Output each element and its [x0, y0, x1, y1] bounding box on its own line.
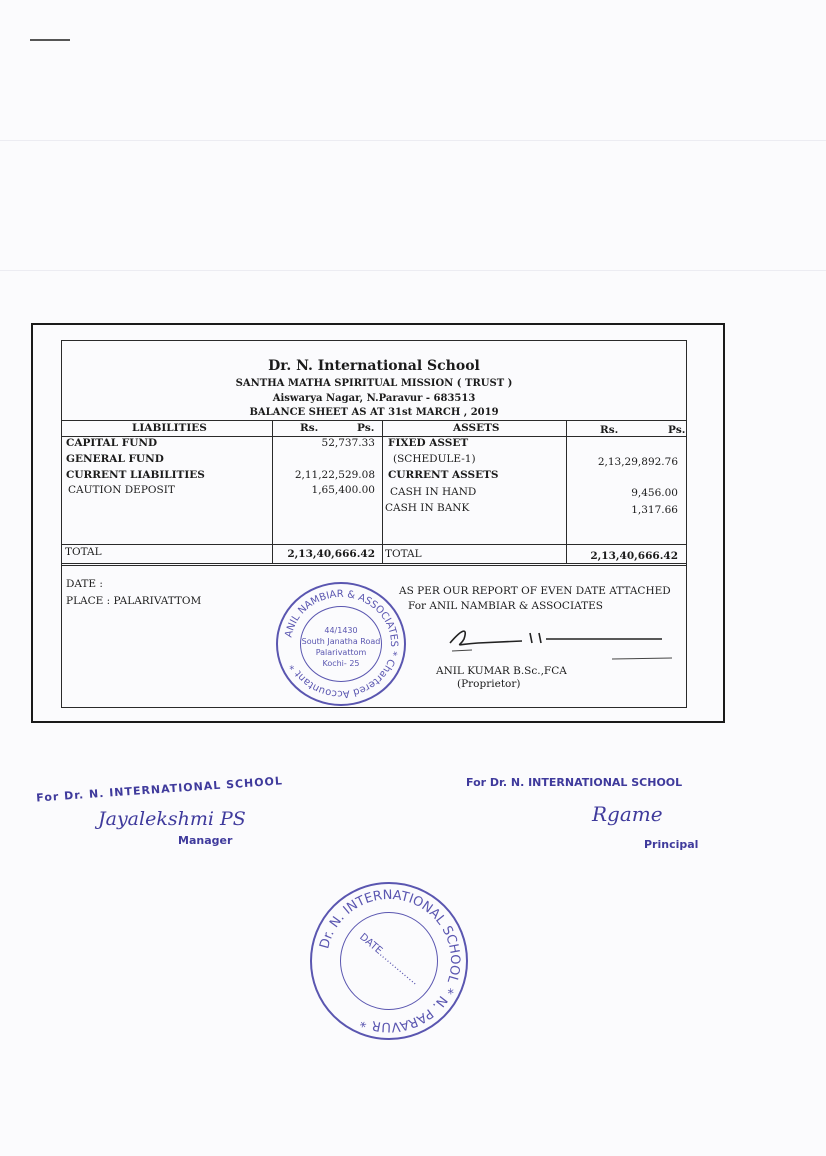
school-stamp [310, 882, 468, 1040]
total-label: TOTAL [65, 546, 102, 558]
manager-signature: Jayalekshmi PS [98, 808, 246, 830]
left-signature-heading: For Dr. N. INTERNATIONAL SCHOOL [35, 774, 284, 805]
cash-in-bank-label: CASH IN BANK [385, 502, 470, 514]
auditor-name: ANIL KUMAR B.Sc.,FCA [436, 665, 567, 677]
total-double-rule [62, 565, 686, 566]
scan-line [0, 270, 826, 271]
auditor-signature-icon [442, 621, 682, 666]
header-top-rule [62, 420, 686, 421]
column-divider [382, 420, 383, 564]
scan-line [0, 140, 826, 141]
fixed-asset-label: FIXED ASSET [388, 437, 469, 449]
address: Aiswarya Nagar, N.Paravur - 683513 [272, 393, 476, 404]
page-corner-mark [30, 39, 70, 41]
principal-role: Principal [644, 838, 699, 851]
col-assets: ASSETS [453, 422, 500, 434]
total-label: TOTAL [385, 548, 422, 560]
auditor-stamp-line: 44/1430 [324, 626, 358, 635]
auditor-stamp [276, 582, 406, 706]
col-rs: Rs. [600, 424, 619, 436]
capital-fund-amount: 52,737.33 [321, 437, 375, 449]
general-fund-label: GENERAL FUND [66, 453, 164, 465]
col-rs: Rs. [300, 422, 319, 434]
schedule-label: (SCHEDULE-1) [393, 453, 476, 465]
caution-deposit-label: CAUTION DEPOSIT [68, 484, 175, 496]
principal-signature: Rgame [592, 802, 663, 826]
col-ps: Ps. [668, 424, 686, 436]
cash-in-hand-label: CASH IN HAND [390, 486, 477, 498]
school-stamp-date: DATE............... [357, 931, 421, 988]
auditor-stamp-ring-text: ANIL NAMBIAR & ASSOCIATES * Chartered Accountant * [283, 588, 400, 700]
trust-name: SANTHA MATHA SPIRITUAL MISSION ( TRUST ) [235, 378, 513, 389]
auditor-stamp-line: Kochi- 25 [322, 659, 360, 668]
school-name: Dr. N. International School [268, 358, 480, 374]
assets-total: 2,13,40,666.42 [590, 550, 678, 562]
firm-name: For ANIL NAMBIAR & ASSOCIATES [408, 600, 603, 612]
total-bottom-rule [62, 563, 686, 564]
current-assets-label: CURRENT ASSETS [388, 469, 499, 481]
sheet-title: BALANCE SHEET AS AT 31st MARCH , 2019 [249, 407, 499, 418]
column-divider [566, 420, 567, 564]
caution-deposit-amount: 1,65,400.00 [311, 484, 375, 496]
column-divider [272, 420, 273, 564]
fixed-asset-amount: 2,13,29,892.76 [597, 456, 678, 468]
capital-fund-label: CAPITAL FUND [66, 437, 158, 449]
place-label: PLACE : PALARIVATTOM [66, 595, 202, 607]
manager-role: Manager [178, 834, 233, 847]
col-ps: Ps. [357, 422, 375, 434]
liabilities-total: 2,13,40,666.42 [287, 548, 375, 560]
date-label: DATE : [66, 578, 103, 590]
current-liabilities-amount: 2,11,22,529.08 [294, 469, 375, 481]
cash-in-bank-amount: 1,317.66 [631, 504, 678, 516]
school-stamp-ring-text: Dr. N. INTERNATIONAL SCHOOL * N. PARAVUR * [317, 887, 463, 1035]
auditor-stamp-line: South Janatha Road [301, 637, 381, 646]
total-top-rule [62, 544, 686, 545]
col-liabilities: LIABILITIES [132, 422, 207, 434]
auditor-role: (Proprietor) [457, 678, 521, 690]
current-liabilities-label: CURRENT LIABILITIES [66, 469, 205, 481]
report-line: AS PER OUR REPORT OF EVEN DATE ATTACHED [399, 585, 671, 597]
cash-in-hand-amount: 9,456.00 [631, 487, 678, 499]
right-signature-heading: For Dr. N. INTERNATIONAL SCHOOL [466, 776, 683, 789]
auditor-stamp-line: Palarivattom [315, 648, 367, 657]
